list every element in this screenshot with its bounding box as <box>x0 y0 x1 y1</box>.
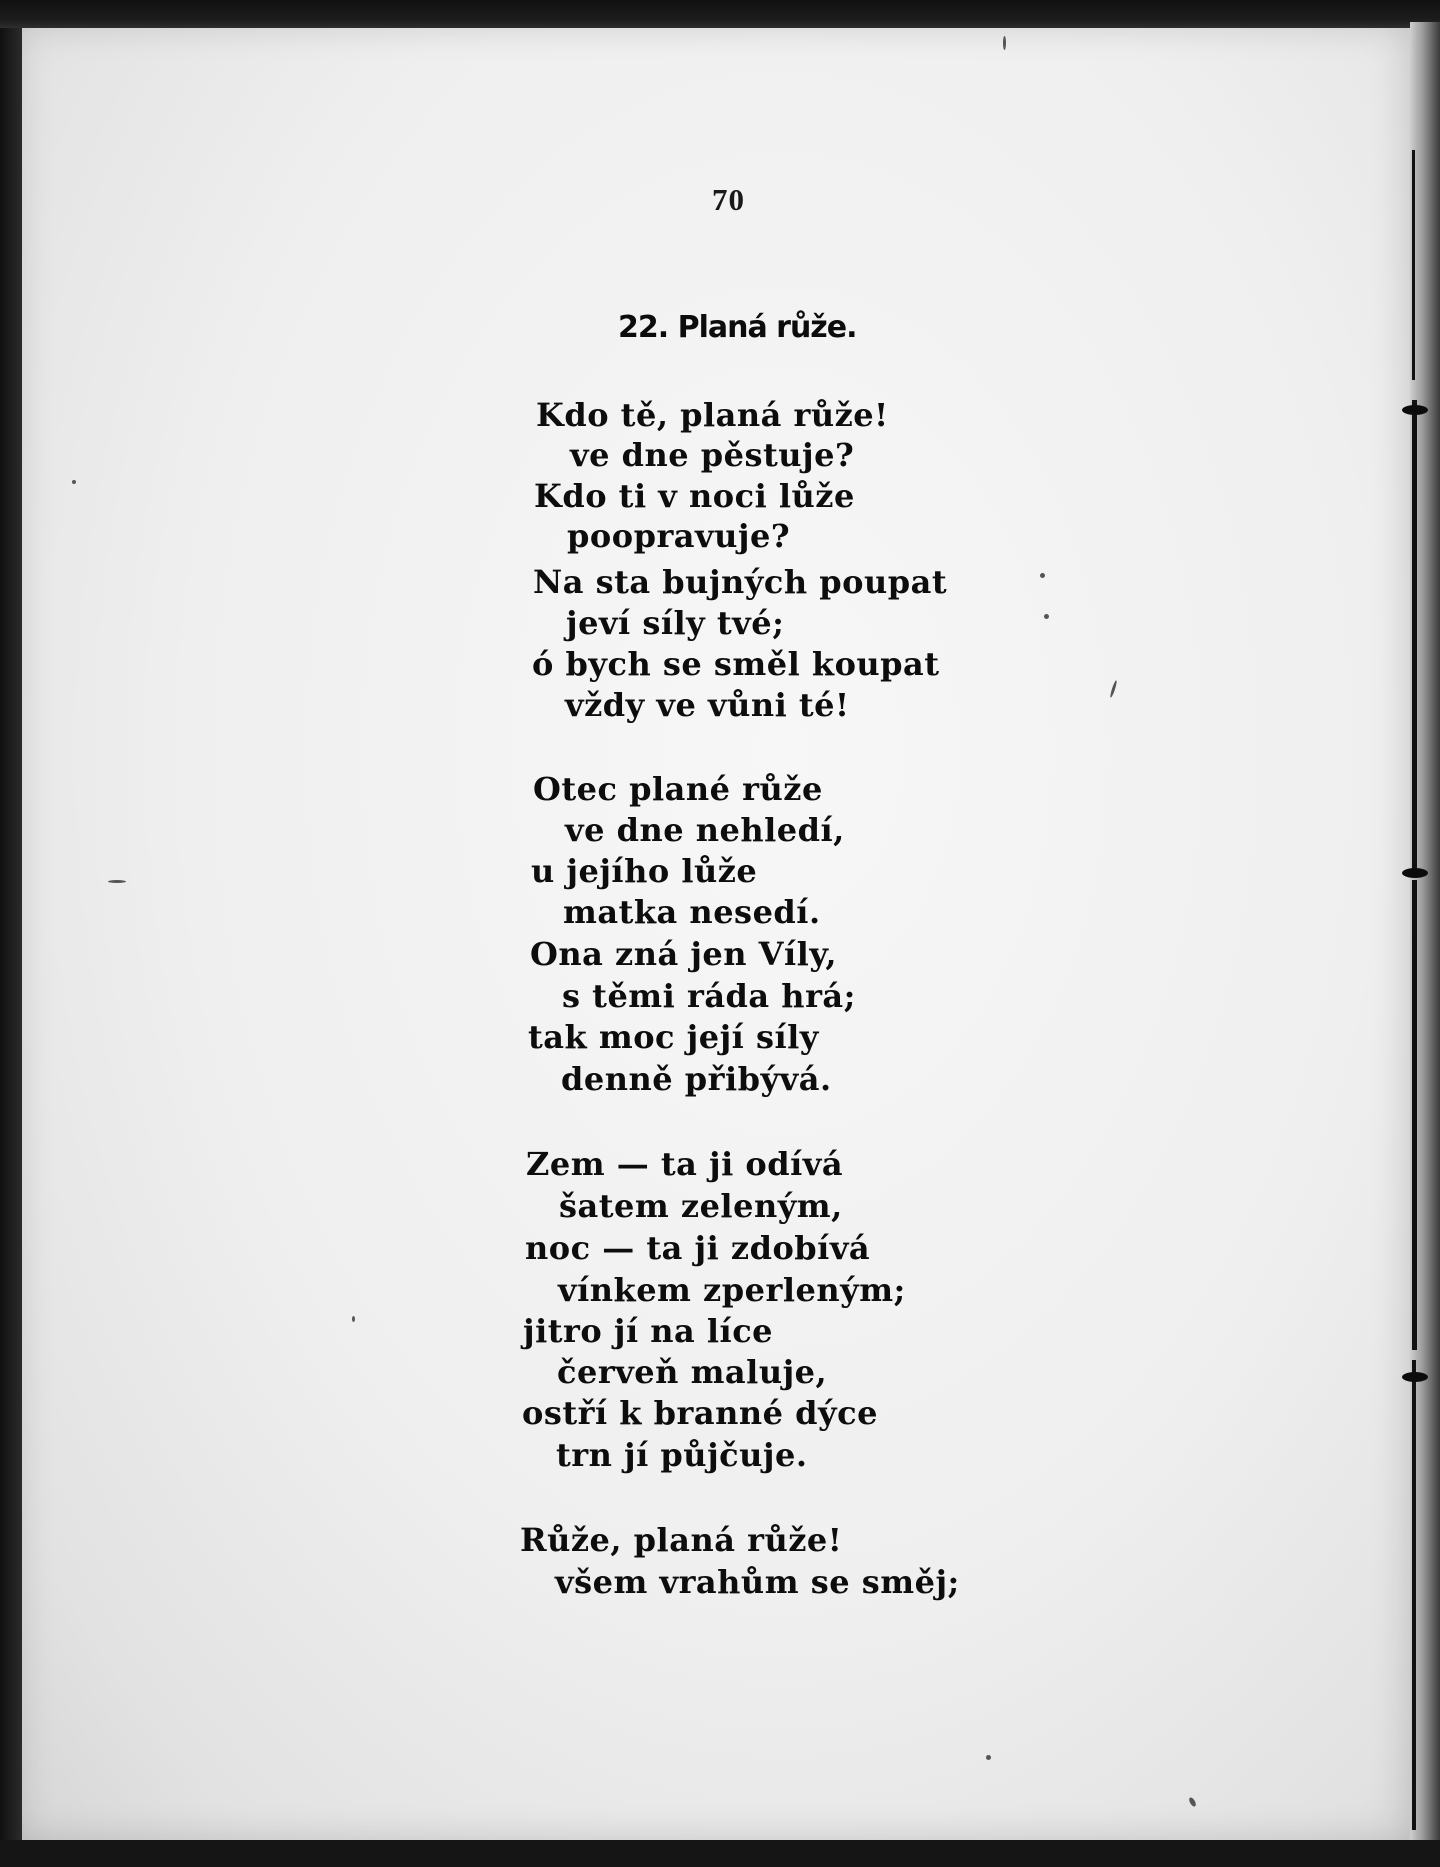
dust-speck <box>72 480 76 484</box>
edge-rule <box>1412 880 1417 1350</box>
bottom-scan-border <box>0 1840 1440 1867</box>
poem-line: červeň maluje, <box>557 1353 828 1391</box>
poem-line: Ona zná jen Víly, <box>530 935 837 973</box>
poem-line: Zem — ta ji odívá <box>526 1145 844 1183</box>
poem-line: jitro jí na líce <box>523 1312 774 1350</box>
poem-line: Kdo tě, planá růže! <box>536 396 889 434</box>
left-book-edge <box>0 0 22 1867</box>
poem-line: Růže, planá růže! <box>520 1521 843 1559</box>
page-number: 70 <box>712 182 745 217</box>
poem-line: ve dne nehledí, <box>565 811 845 849</box>
edge-rule <box>1412 1360 1416 1830</box>
poem-line: všem vrahům se směj; <box>555 1563 960 1601</box>
poem-line: Kdo ti v noci lůže <box>534 477 855 515</box>
dust-speck <box>1003 36 1006 50</box>
poem-line: s těmi ráda hrá; <box>562 977 856 1015</box>
poem-line: ve dne pěstuje? <box>570 436 855 474</box>
poem-line: Otec plané růže <box>533 770 823 808</box>
poem-line: trn jí půjčuje. <box>556 1436 808 1474</box>
poem-line: šatem zeleným, <box>559 1187 843 1225</box>
edge-rule <box>1412 400 1417 870</box>
poem-line: jeví síly tvé; <box>566 604 785 642</box>
dust-speck <box>986 1755 991 1760</box>
poem-line: u jejího lůže <box>531 852 758 890</box>
dust-speck <box>1044 614 1049 619</box>
poem-line: poopravuje? <box>567 517 791 555</box>
poem-line: ostří k branné dýce <box>522 1394 878 1432</box>
poem-line: vínkem zperleným; <box>558 1271 906 1309</box>
edge-mark <box>1402 868 1428 878</box>
poem-title: 22. Planá růže. <box>618 310 857 345</box>
poem-line: matka nesedí. <box>563 893 821 931</box>
poem-line: noc — ta ji zdobívá <box>525 1229 871 1267</box>
dust-speck <box>352 1316 355 1322</box>
poem-line: vždy ve vůni té! <box>565 686 850 724</box>
top-scan-border <box>0 0 1440 28</box>
poem-line: tak moc její síly <box>528 1018 819 1056</box>
poem-line: denně přibývá. <box>561 1060 832 1098</box>
poem-line: ó bych se směl koupat <box>532 645 940 683</box>
poem-line: Na sta bujných poupat <box>533 563 948 601</box>
edge-rule <box>1412 150 1415 380</box>
dust-speck <box>108 880 126 883</box>
dust-speck <box>1040 573 1045 578</box>
edge-mark <box>1402 405 1428 415</box>
edge-mark <box>1402 1372 1428 1382</box>
